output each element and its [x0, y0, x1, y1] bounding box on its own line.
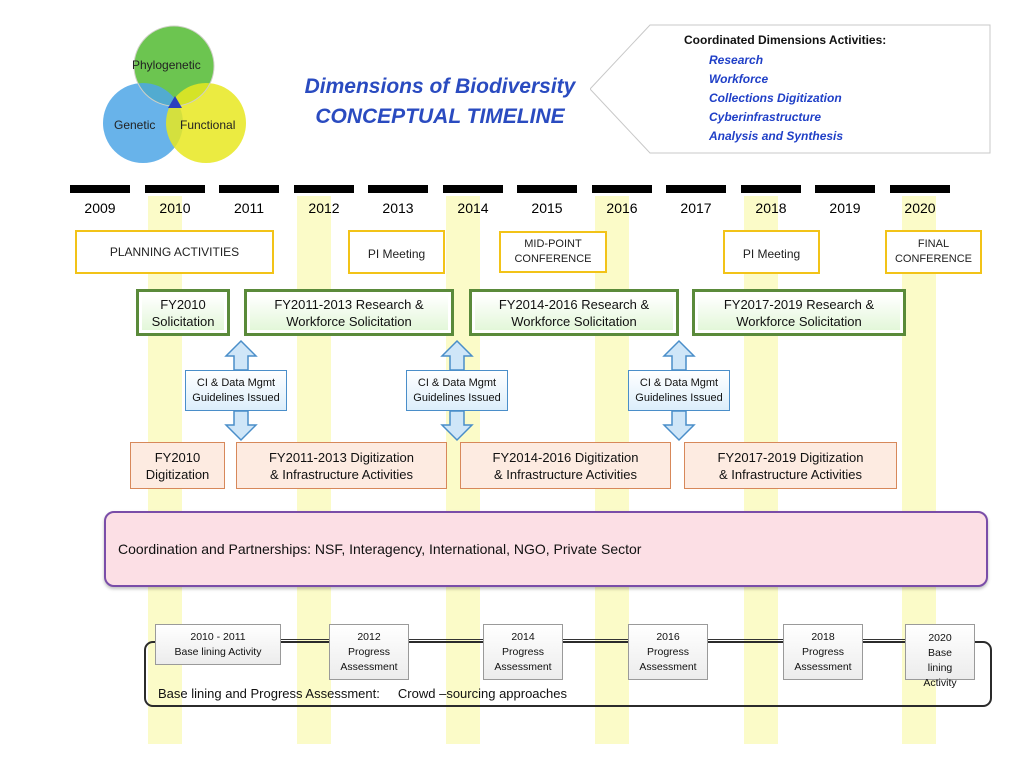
digitization-box — [236, 442, 447, 489]
year-label: 2017 — [680, 200, 712, 216]
year-label: 2018 — [755, 200, 787, 216]
down-arrow-icon — [440, 410, 474, 442]
coordination-band — [104, 511, 988, 587]
timeline-tick — [666, 185, 726, 193]
progress-line-1: 2012 — [357, 630, 381, 643]
progress-line-1: 2020 — [928, 632, 952, 644]
digitization-line-2: & Infrastructure Activities — [718, 466, 863, 482]
baseline-caption-approach: Crowd –sourcing approaches — [397, 686, 568, 701]
title-line-2: CONCEPTUAL TIMELINE — [315, 105, 565, 128]
ci-guidelines-box — [406, 370, 508, 411]
solicitation-line-1: FY2011-2013 Research & — [274, 296, 424, 312]
year-label: 2014 — [457, 200, 489, 216]
ci-line-2: Guidelines Issued — [192, 391, 280, 404]
final-conference-box — [885, 230, 982, 274]
digitization-line-2: Digitization — [145, 466, 210, 482]
ci-line-1: CI & Data Mgmt — [639, 376, 719, 389]
solicitation-box — [469, 289, 679, 336]
timeline-tick — [70, 185, 130, 193]
solicitation-line-1: FY2017-2019 Research & — [723, 296, 875, 312]
progress-box — [783, 624, 863, 680]
year-label: 2009 — [84, 200, 116, 216]
baseline-caption-label: Base lining and Progress Assessment: — [158, 686, 380, 701]
digitization-line-1: FY2010 — [154, 449, 201, 465]
down-arrow-icon — [224, 410, 258, 442]
year-label: 2020 — [904, 200, 936, 216]
progress-line-2: Progress — [501, 645, 544, 658]
progress-line-3: Assessment — [340, 660, 398, 673]
ci-line-1: CI & Data Mgmt — [196, 376, 276, 389]
solicitation-line-2: Workforce Solicitation — [286, 313, 412, 329]
final-line-1: FINAL — [917, 238, 950, 250]
progress-line-1: 2018 — [811, 630, 835, 643]
digitization-line-1: FY2011-2013 Digitization — [268, 449, 414, 465]
progress-box — [155, 624, 281, 665]
solicitation-line-2: Workforce Solicitation — [511, 313, 637, 329]
venn-diagram — [100, 20, 250, 170]
progress-line-3: lining — [927, 662, 953, 674]
ci-line-2: Guidelines Issued — [635, 391, 723, 404]
title-line-1: Dimensions of Biodiversity — [304, 75, 576, 98]
activity-research: Research — [709, 53, 764, 67]
activity-collections-digitization: Collections Digitization — [709, 91, 842, 105]
progress-line-2: Progress — [347, 645, 390, 658]
progress-line-1: 2010 - 2011 — [190, 630, 246, 643]
year-label: 2019 — [829, 200, 861, 216]
solicitation-line-2: Workforce Solicitation — [736, 313, 862, 329]
progress-box — [905, 624, 975, 689]
progress-line-2: Progress — [801, 645, 844, 658]
progress-line-3: Assessment — [639, 660, 697, 673]
progress-line-4: Activity — [923, 677, 957, 689]
digitization-line-1: FY2014-2016 Digitization — [492, 449, 639, 465]
up-arrow-icon — [440, 339, 474, 371]
digitization-box — [130, 442, 225, 489]
year-label: 2012 — [308, 200, 340, 216]
timeline-tick — [145, 185, 205, 193]
ci-guidelines-box — [185, 370, 287, 411]
digitization-line-2: & Infrastructure Activities — [493, 466, 638, 482]
pi-meeting-box-2 — [723, 230, 820, 274]
timeline-tick — [592, 185, 652, 193]
activities-list — [709, 51, 843, 146]
solicitation-box — [244, 289, 454, 336]
progress-box — [329, 624, 409, 680]
venn-label-genetic: Genetic — [114, 118, 156, 132]
progress-line-1: 2016 — [656, 630, 680, 643]
down-arrow-icon — [662, 410, 696, 442]
solicitation-box — [136, 289, 230, 336]
year-label: 2016 — [606, 200, 638, 216]
baseline-caption — [158, 686, 567, 701]
timeline-tick — [219, 185, 279, 193]
planning-activities-box — [75, 230, 274, 274]
solicitation-line-1: FY2014-2016 Research & — [498, 296, 650, 312]
activity-workforce: Workforce — [709, 72, 769, 86]
progress-line-3: Assessment — [494, 660, 552, 673]
up-arrow-icon — [662, 339, 696, 371]
final-line-2: CONFERENCE — [894, 253, 972, 265]
planning-activities-label: PLANNING ACTIVITIES — [109, 245, 240, 259]
venn-label-phylogenetic: Phylogenetic — [132, 58, 201, 72]
timeline-tick — [443, 185, 503, 193]
digitization-line-2: & Infrastructure Activities — [269, 466, 414, 482]
venn-label-functional: Functional — [180, 118, 236, 132]
activities-heading: Coordinated Dimensions Activities: — [684, 33, 887, 47]
timeline-tick — [517, 185, 577, 193]
activity-cyberinfrastructure: Cyberinfrastructure — [709, 110, 822, 124]
progress-line-2: Base lining Activity — [174, 645, 262, 658]
midpoint-conference-box — [499, 231, 607, 273]
ci-line-1: CI & Data Mgmt — [417, 376, 497, 389]
timeline-tick — [815, 185, 875, 193]
pi-meeting-label: PI Meeting — [742, 247, 801, 261]
progress-line-2: Progress — [646, 645, 689, 658]
progress-line-1: 2014 — [511, 630, 535, 643]
digitization-box — [460, 442, 671, 489]
year-label: 2010 — [159, 200, 191, 216]
solicitation-line-1: FY2010 — [160, 296, 206, 312]
pi-meeting-box-1 — [348, 230, 445, 274]
progress-box — [628, 624, 708, 680]
coordination-label: Coordination and Partnerships: NSF, Interagency, International, NGO, Private Sector — [118, 541, 642, 557]
up-arrow-icon — [224, 339, 258, 371]
pi-meeting-label: PI Meeting — [367, 247, 426, 261]
solicitation-line-2: Solicitation — [151, 313, 215, 329]
ci-guidelines-box — [628, 370, 730, 411]
digitization-line-1: FY2017-2019 Digitization — [717, 449, 864, 465]
progress-line-3: Assessment — [794, 660, 852, 673]
timeline-tick — [294, 185, 354, 193]
midpoint-line-2: CONFERENCE — [514, 253, 592, 265]
ci-line-2: Guidelines Issued — [413, 391, 501, 404]
timeline-tick — [741, 185, 801, 193]
progress-box — [483, 624, 563, 680]
page-title — [290, 72, 590, 132]
solicitation-box — [692, 289, 906, 336]
timeline-tick — [368, 185, 428, 193]
midpoint-line-1: MID-POINT — [524, 238, 582, 250]
year-label: 2013 — [382, 200, 414, 216]
year-label: 2011 — [233, 200, 265, 216]
progress-line-2: Base — [928, 647, 952, 659]
activity-analysis-synthesis: Analysis and Synthesis — [709, 129, 844, 143]
digitization-box — [684, 442, 897, 489]
activities-callout — [590, 24, 992, 155]
year-label: 2015 — [531, 200, 563, 216]
timeline-tick — [890, 185, 950, 193]
